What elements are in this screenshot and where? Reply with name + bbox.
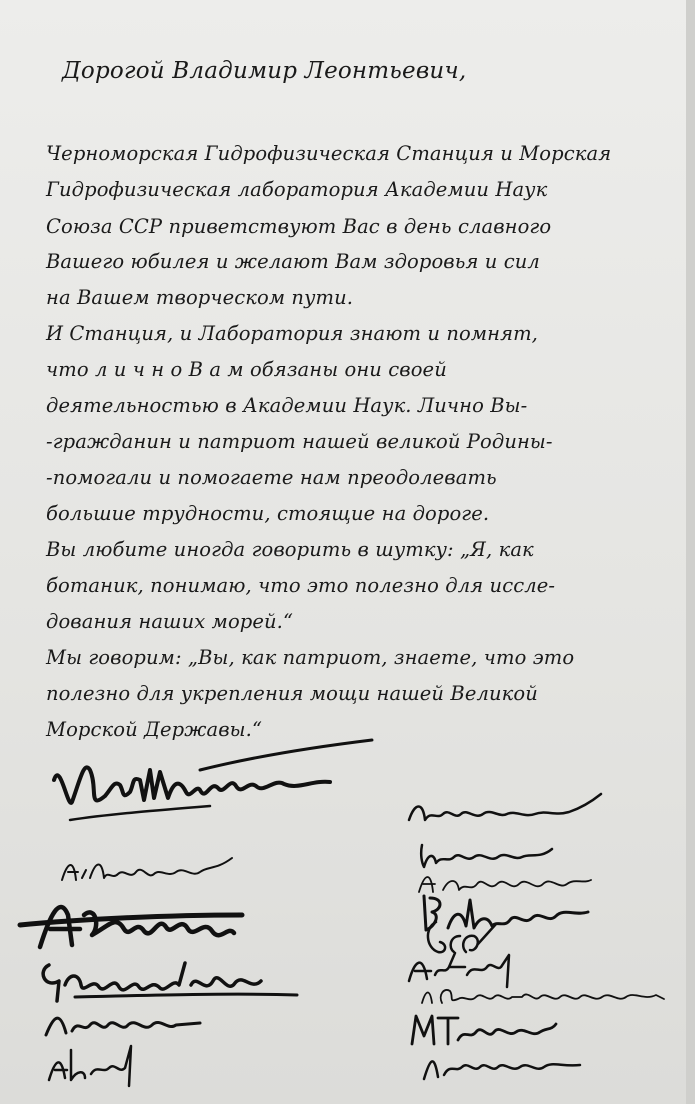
signature-levchenko <box>40 1003 210 1043</box>
letter-line: на Вашем творческом пути. <box>46 286 354 309</box>
letter-line: -гражданин и патриот нашей великой Родины- <box>46 430 553 453</box>
letter-line: большие трудности, стоящие на дороге. <box>46 502 490 525</box>
letter-line: полезно для укрепления мощи нашей Великой <box>46 682 538 705</box>
signature-tikhomirov <box>408 1010 558 1050</box>
signature-lebedkina <box>420 1045 585 1085</box>
signature-bauer <box>45 1040 145 1090</box>
signature-korchaginsky <box>405 790 605 830</box>
letter-line: Союза ССР приветствуют Вас в день славного <box>46 215 552 238</box>
letter-line: что л и ч н о В а м обязаны они своей <box>46 358 447 381</box>
signature-sekerzh-zenkovich <box>418 975 668 1015</box>
letter-line: Вашего юбилея и желают Вам здоровья и сил <box>46 250 540 273</box>
letter-line: Черноморская Гидрофизическая Станция и Морская <box>46 142 612 165</box>
letter-line: деятельностью в Академии Наук. Лично Вы- <box>46 394 528 417</box>
salutation: Дорогой Владимир Леонтьевич, <box>62 58 467 84</box>
letter-line: -помогали и помогаете нам преодолевать <box>46 466 497 489</box>
letter-line: И Станция, и Лаборатория знают и помнят, <box>46 322 538 345</box>
letter-line: ботаник, понимаю, что это полезно для иссле- <box>46 574 556 597</box>
letter-line: Вы любите иногда говорить в шутку: „Я, как <box>46 538 534 561</box>
letter-line: Морской Державы.“ <box>46 718 263 741</box>
signature-shuleikin <box>50 740 380 830</box>
signature-arkhangelsky <box>60 850 240 890</box>
letter-line: дования наших морей.“ <box>46 610 294 633</box>
signature-peskin <box>20 885 250 955</box>
letter-line: Мы говорим: „Вы, как патриот, знаете, что это <box>46 646 575 669</box>
signature-popenko <box>35 955 305 1005</box>
letter-line: Гидрофизическая лаборатория Академии Наук <box>46 178 548 201</box>
paper-edge <box>686 0 695 1104</box>
